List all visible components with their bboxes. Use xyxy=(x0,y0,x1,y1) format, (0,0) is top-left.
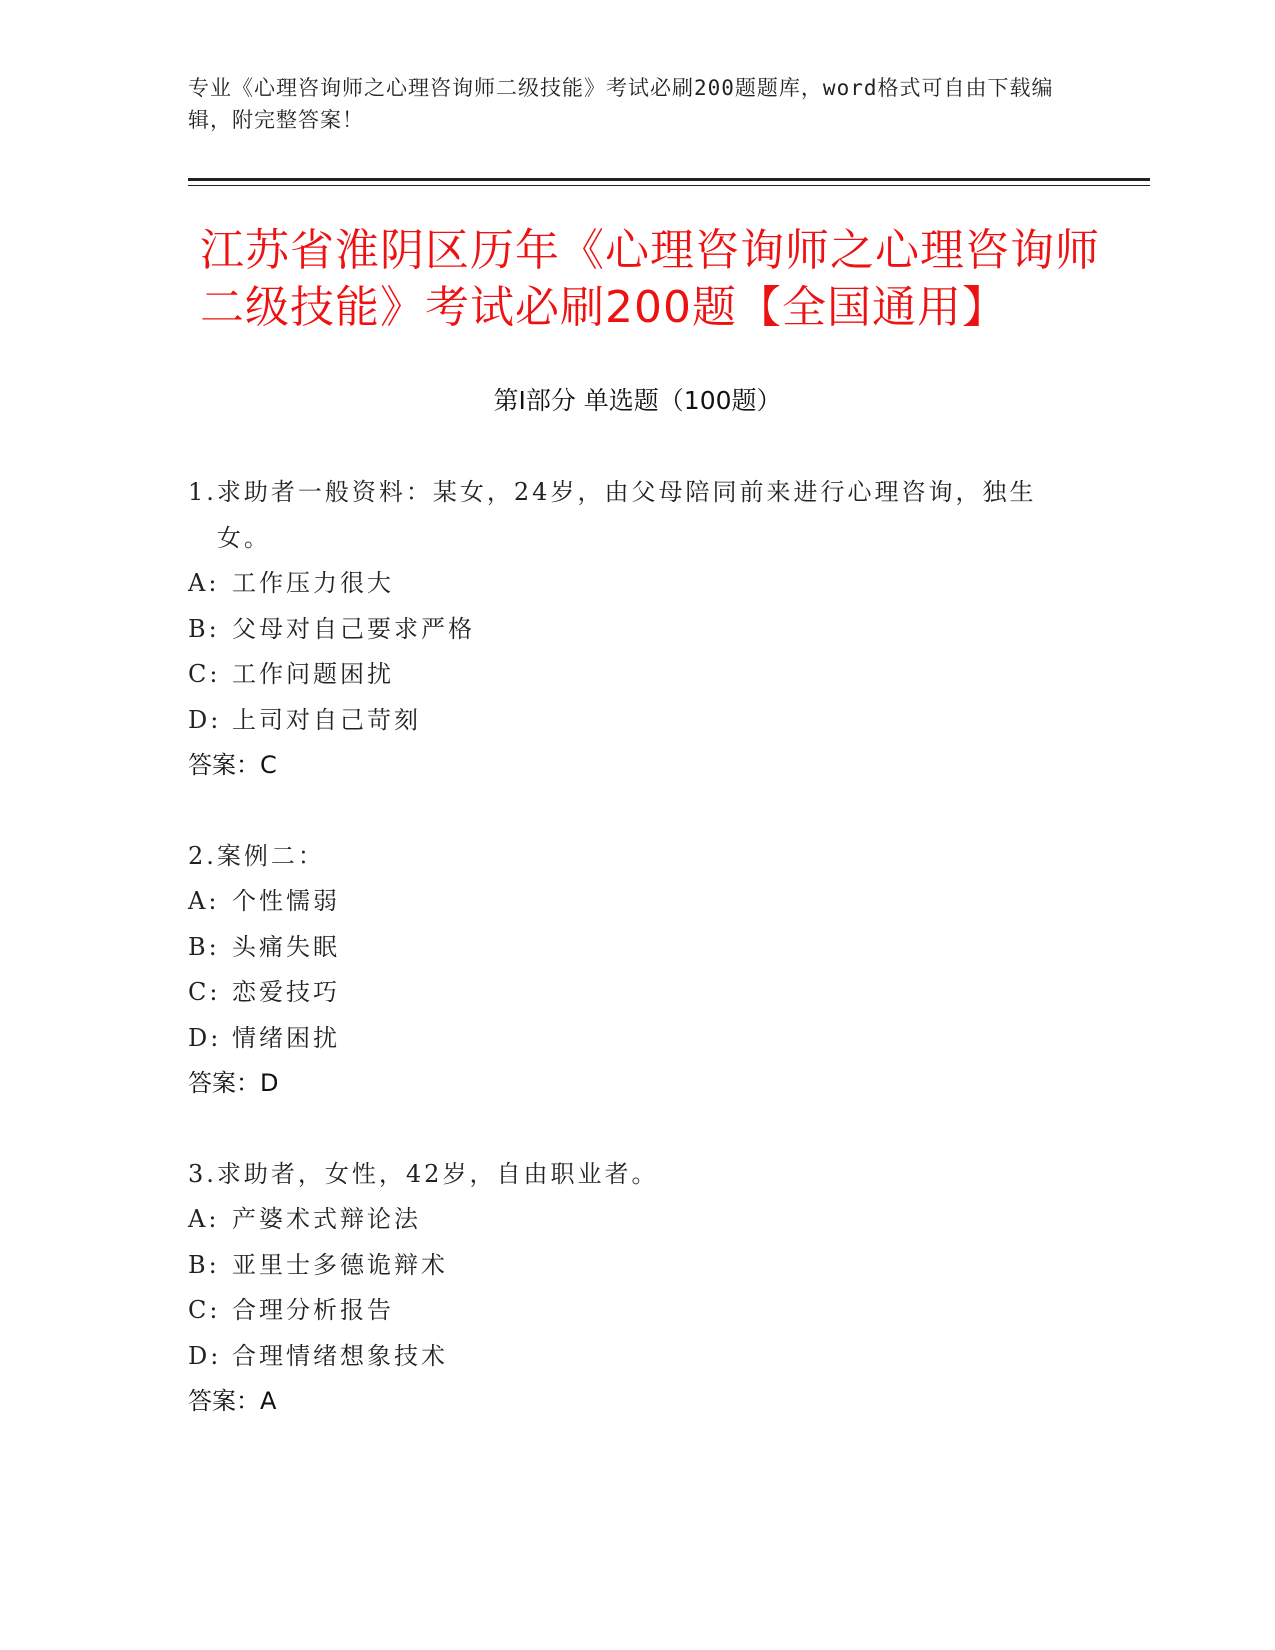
answer-line: 答案：A xyxy=(188,1387,277,1415)
option-letter: A: xyxy=(188,887,220,915)
option-letter: D: xyxy=(188,1341,222,1370)
option-letter: C: xyxy=(188,660,221,688)
option-letter: B: xyxy=(188,1250,220,1279)
option-text: 恋爱技巧 xyxy=(232,978,340,1006)
option-c xyxy=(188,970,1068,1016)
option-text: 上司对自己苛刻 xyxy=(232,705,421,734)
question-stem xyxy=(188,1152,1068,1198)
option-a xyxy=(188,879,1068,925)
question-item xyxy=(188,470,1068,789)
header-divider-thin xyxy=(188,185,1150,186)
option-b xyxy=(188,1243,1068,1289)
question-stem xyxy=(188,470,1068,561)
option-text: 产婆术式辩论法 xyxy=(232,1205,421,1233)
question-text: 求助者一般资料：某女，24岁，由父母陪同前来进行心理咨询，独生女。 xyxy=(216,478,1037,552)
option-text: 情绪困扰 xyxy=(232,1023,340,1052)
option-text: 合理情绪想象技术 xyxy=(232,1341,448,1370)
option-d xyxy=(188,1334,1068,1380)
option-letter: D: xyxy=(188,1023,222,1052)
question-item xyxy=(188,834,1068,1107)
option-text: 父母对自己要求严格 xyxy=(232,614,475,643)
option-a xyxy=(188,561,1068,607)
option-text: 合理分析报告 xyxy=(232,1296,394,1324)
option-c xyxy=(188,652,1068,698)
header-divider-thick xyxy=(188,178,1150,181)
option-letter: A: xyxy=(188,569,220,597)
question-text: 求助者，女性，42岁，自由职业者。 xyxy=(216,1159,659,1188)
option-text: 亚里士多德诡辩术 xyxy=(232,1250,448,1279)
option-text: 工作压力很大 xyxy=(232,569,394,597)
question-number: 1. xyxy=(188,478,217,506)
document-title: 江苏省淮阴区历年《心理咨询师之心理咨询师二级技能》考试必刷200题【全国通用】 xyxy=(200,225,1100,333)
question-text: 案例二： xyxy=(216,841,325,870)
section-title: 第Ⅰ部分 单选题（100题） xyxy=(493,386,782,415)
option-b xyxy=(188,925,1068,971)
answer-line: 答案：D xyxy=(188,1069,279,1097)
option-b xyxy=(188,607,1068,653)
option-letter: D: xyxy=(188,705,222,734)
option-d xyxy=(188,698,1068,744)
option-a xyxy=(188,1197,1068,1243)
question-list xyxy=(188,470,1068,1470)
option-letter: B: xyxy=(188,614,220,643)
option-text: 个性懦弱 xyxy=(232,887,340,915)
question-number: 2. xyxy=(188,841,217,870)
option-letter: C: xyxy=(188,978,221,1006)
option-d xyxy=(188,1016,1068,1062)
question-item xyxy=(188,1152,1068,1425)
question-stem xyxy=(188,834,1068,880)
option-letter: C: xyxy=(188,1296,221,1324)
option-letter: B: xyxy=(188,932,220,961)
answer-line: 答案：C xyxy=(188,751,277,779)
option-letter: A: xyxy=(188,1205,220,1233)
intro-text: 专业《心理咨询师之心理咨询师二级技能》考试必刷200题题库，word格式可自由下载编辑，附完整答案！ xyxy=(188,76,1054,132)
option-text: 头痛失眠 xyxy=(232,932,340,961)
question-number: 3. xyxy=(188,1159,217,1188)
option-text: 工作问题困扰 xyxy=(232,660,394,688)
option-c xyxy=(188,1288,1068,1334)
